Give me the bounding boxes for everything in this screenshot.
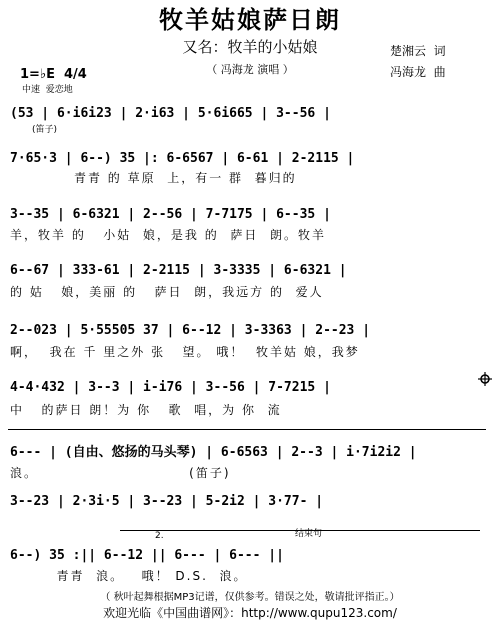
footer-note: （ 秋叶起舞根据MP3记谱，仅供参考。错误之处，敬请批评指正。）: [100, 592, 400, 603]
lyrics-row-9: 青青 浪。 哦！ D.S. 浪。: [10, 569, 248, 583]
page-subtitle: 又名：牧羊的小姑娘: [182, 38, 318, 56]
notation-row-3: 3--35 | 6-6321 | 2--56 | 7-7175 | 6--35 |: [10, 207, 331, 222]
lyrics-row-5: 啊， 我在 千 里之外 张 望。 哦！ 牧羊姑 娘，我梦: [10, 345, 360, 359]
notation-row-5: 2--023 | 5·55505 37 | 6--12 | 3-3363 | 2--23 |: [10, 323, 371, 338]
performer: （ 冯海龙 演唱 ）: [206, 63, 294, 76]
notation-row-1: (53 | 6·i6i23 | 2·i63 | 5·6i665 | 3--56 |: [10, 106, 331, 121]
notation-row-2: 7·65·3 | 6--) 35 |: 6-6567 | 6-61 | 2-2115 |: [10, 151, 355, 166]
section-divider-line: [8, 427, 486, 430]
lyrics-row-7: 浪。 (笛子): [10, 466, 231, 480]
coda-icon: [478, 372, 492, 386]
notation-row-8: 3--23 | 2·3i·5 | 3--23 | 5-2i2 | 3·77- |: [10, 494, 324, 509]
notation-row-7: 6--- | (自由、悠扬的马头琴) | 6-6563 | 2--3 | i·7i2i2 |: [10, 445, 417, 460]
tempo-marking: 中速 爱恋地: [22, 85, 73, 95]
notation-row-6: 4-4·432 | 3--3 | i-i76 | 3--56 | 7-7215 |: [10, 380, 331, 395]
composer: 冯海龙 曲: [390, 65, 446, 79]
lyrics-row-4: 的 姑 娘，美丽 的 萨日 朗，我远方 的 爱人: [10, 285, 324, 299]
page-title: 牧羊姑娘萨日朗: [159, 6, 341, 34]
volta-2-label: 2.: [155, 531, 164, 541]
lyrics-row-2: 青青 的 草原 上，有一 群 暮归的: [10, 171, 297, 185]
ending-label: 结束句: [295, 529, 323, 539]
lyrics-row-3: 羊，牧羊 的 小姑 娘，是我 的 萨日 朗。牧羊: [10, 228, 326, 242]
key-signature: 1=♭E 4/4: [20, 67, 87, 82]
notation-row-4: 6--67 | 333-61 | 2-2115 | 3-3335 | 6-6321 |: [10, 263, 347, 278]
footer-site[interactable]: 欢迎光临《中国曲谱网》：http://www.qupu123.com/: [103, 606, 397, 620]
instrument-note-1: (笛子): [32, 125, 58, 135]
notation-row-9: 6--) 35 :|| 6--12 || 6--- | 6--- ||: [10, 548, 284, 563]
lyricist: 楚湘云 词: [390, 44, 446, 58]
lyrics-row-6: 中 的萨日 朗！为 你 歌 唱，为 你 流: [10, 403, 282, 417]
